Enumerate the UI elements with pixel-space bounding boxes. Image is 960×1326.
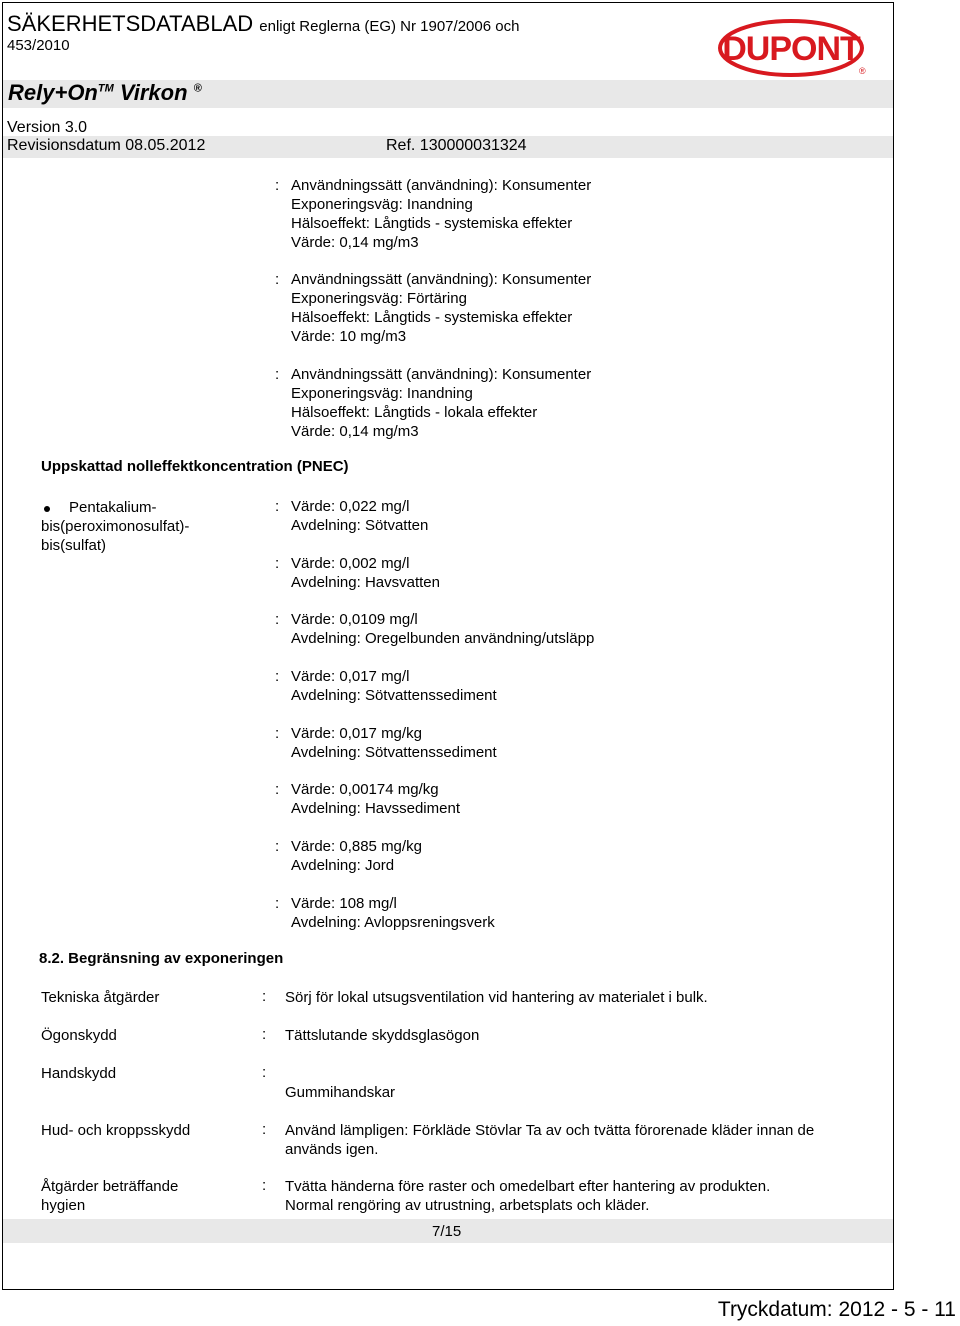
pnec-entry: : Värde: 0,017 mg/kg Avdelning: Sötvattenssediment — [275, 725, 497, 761]
reference-number: Ref. 130000031324 — [386, 137, 527, 154]
pnec-entry: : Värde: 0,017 mg/l Avdelning: Sötvattenssediment — [275, 668, 497, 704]
row-colon: : — [262, 988, 267, 1005]
page-number: 7/15 — [432, 1223, 462, 1240]
version: Version 3.0 — [7, 119, 88, 136]
product-name: Rely+On™ Virkon ® — [8, 80, 202, 105]
pnec-entry: : Värde: 0,022 mg/l Avdelning: Sötvatten — [275, 498, 429, 534]
row-label: Hud- och kroppsskydd — [41, 1122, 191, 1139]
revision-date: Revisionsdatum 08.05.2012 — [7, 137, 206, 154]
dnel-entry: : Användningssätt (användning): Konsumenter Exponeringsväg: Inandning Hälsoeffekt: Långtids - lokala effekter Värde: 0,14 mg/m3 — [275, 366, 592, 440]
row-value: Tättslutande skyddsglasögon — [285, 1027, 480, 1044]
row-value: Sörj för lokal utsugsventilation vid hantering av materialet i bulk. — [285, 989, 708, 1006]
row-value: Gummihandskar — [285, 1084, 396, 1101]
logo-text: DUPONT — [722, 30, 860, 68]
row-colon: : — [262, 1064, 267, 1081]
dupont-logo — [718, 18, 868, 78]
row-label: Ögonskydd — [41, 1027, 117, 1044]
row-label: Tekniska åtgärder — [41, 989, 160, 1006]
section-heading: 8.2. Begränsning av exponeringen — [39, 950, 284, 967]
pnec-entry: : Värde: 0,0109 mg/l Avdelning: Oregelbunden användning/utsläpp — [275, 611, 595, 647]
row-colon: : — [262, 1177, 267, 1194]
pnec-entry: : Värde: 108 mg/l Avdelning: Avloppsreningsverk — [275, 895, 495, 931]
print-date: Tryckdatum: 2012 - 5 - 11 — [717, 1298, 956, 1321]
row-colon: : — [262, 1026, 267, 1043]
row-value: Tvätta händerna före raster och omedelbart efter hantering av produkten. Normal rengöring av utrustning, arbetsplats och kläder. — [285, 1178, 771, 1214]
row-label: Handskydd — [41, 1065, 117, 1082]
pnec-heading: Uppskattad nolleffektkoncentration (PNEC) — [41, 458, 349, 475]
row-label: Åtgärder beträffande hygien — [41, 1178, 179, 1214]
pnec-entry: : Värde: 0,002 mg/l Avdelning: Havsvatten — [275, 555, 440, 591]
dnel-entry: : Användningssätt (användning): Konsumenter Exponeringsväg: Inandning Hälsoeffekt: Långtids - systemiska effekter Värde: 0,14 mg/m3 — [275, 177, 592, 251]
logo-reg: ® — [859, 66, 866, 76]
document-title-line2: 453/2010 — [7, 37, 70, 54]
row-colon: : — [262, 1121, 267, 1138]
dnel-entry: : Användningssätt (användning): Konsumenter Exponeringsväg: Förtäring Hälsoeffekt: Långtids - systemiska effekter Värde: 10 mg/m3 — [275, 271, 592, 345]
substance-name: Pentakalium- bis(peroximonosulfat)- bis(sulfat) — [41, 499, 190, 554]
pnec-entry: : Värde: 0,885 mg/kg Avdelning: Jord — [275, 838, 422, 874]
document-title: SÄKERHETSDATABLAD enligt Reglerna (EG) Nr 1907/2006 och — [7, 11, 520, 36]
pnec-entry: : Värde: 0,00174 mg/kg Avdelning: Havssediment — [275, 781, 460, 817]
row-value: Använd lämpligen: Förkläde Stövlar Ta av och tvätta förorenade kläder innan de används igen. — [285, 1122, 815, 1158]
